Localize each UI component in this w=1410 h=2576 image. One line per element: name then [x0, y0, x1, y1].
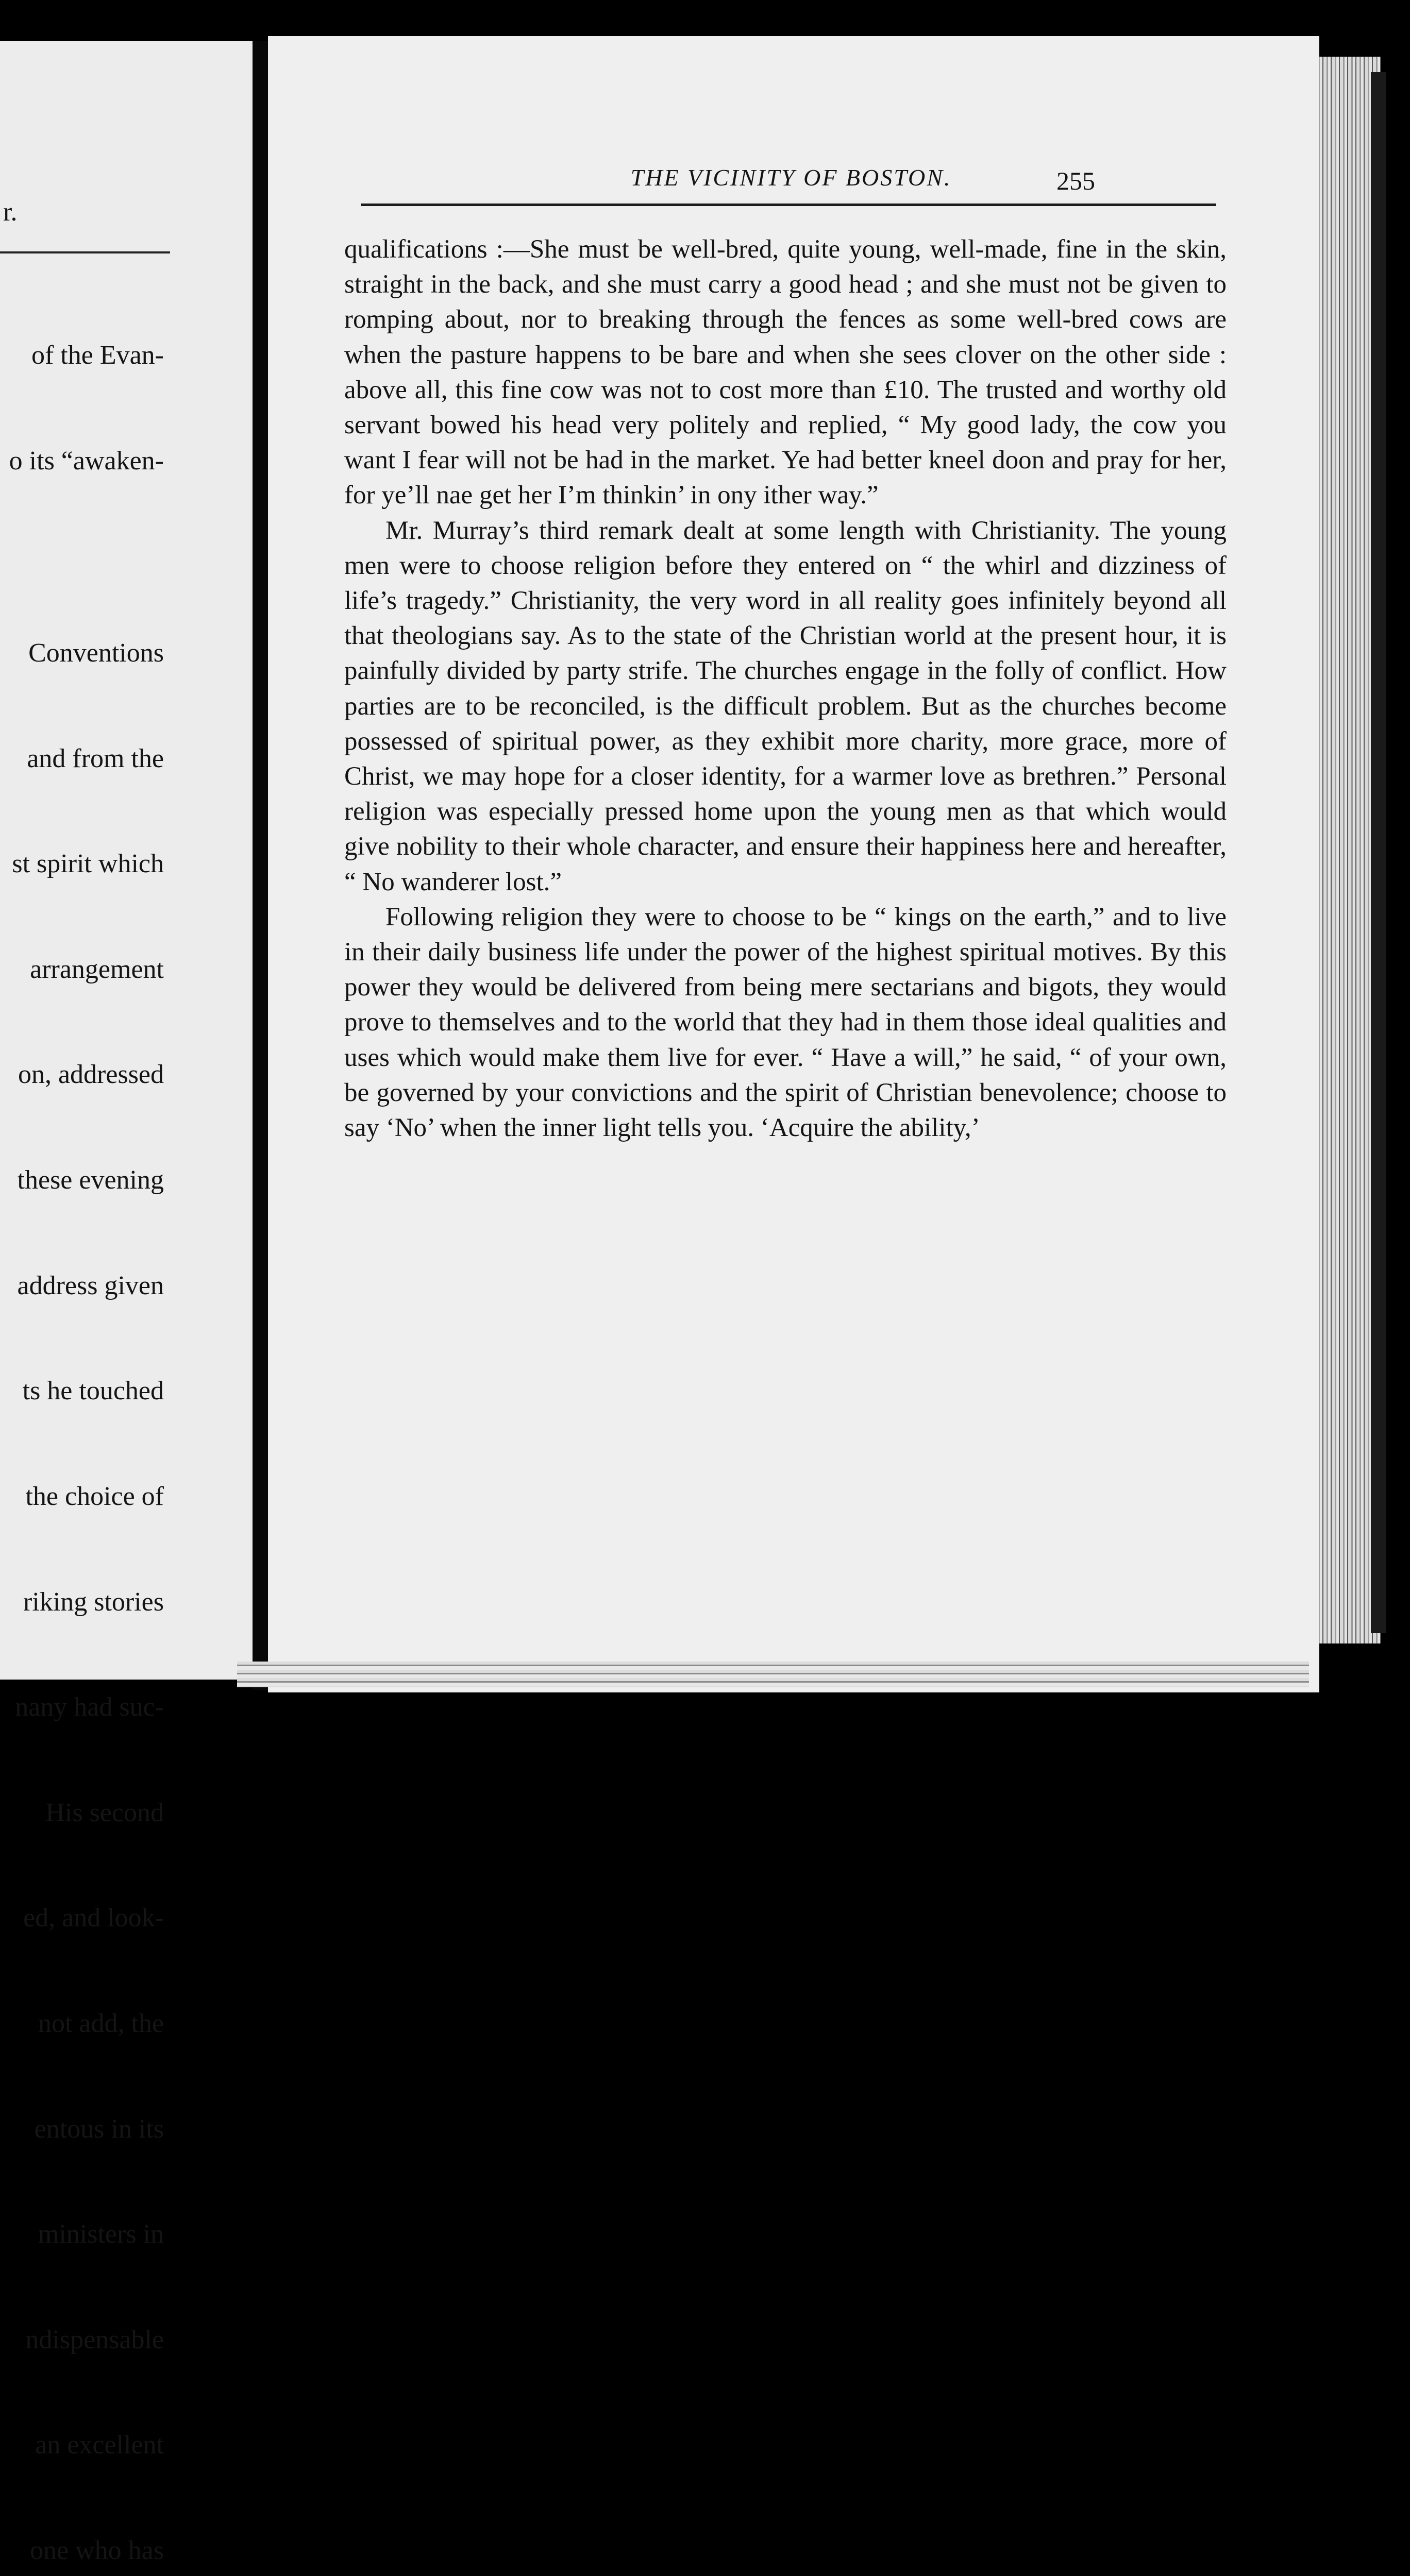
left-line: one who has	[30, 2536, 164, 2565]
paragraph: Mr. Murray’s third remark dealt at some length with Christianity. The young men were to choose religion before they entered on “ the whirl and dizziness of life’s tragedy.” Christianity, the very word in all reality goes infinitely beyond all that theologians say. As to the state of the Christian world at the present hour, it is painfully divided by party strife. The churches engage in the folly of conflict. How parties are to be reconciled, is the difficult problem. But as the churches become possessed of spiritual power, as they exhibit more charity, more grace, more of Christ, we may hope for a closer identity, for a warmer love as brethren.” Personal religion was especially pressed home upon the young men as that which would give nobility to their whole character, and ensure their happiness here and hereafter, “ No wanderer lost.”	[344, 516, 1227, 896]
left-line: the choice of	[25, 1481, 164, 1511]
left-line: ed, and look-	[23, 1903, 164, 1933]
left-line: an excellent	[35, 2430, 164, 2460]
paragraph: Following religion they were to choose to be “ kings on the earth,” and to live in their daily business life under the power of the highest spiritual motives. By this power they would be delivered from being mere sectarians and bigots, they would prove to themselves and to the world that they had in them those ideal qualities and uses which would make them live for ever. “ Have a will,” he said, “ of your own, be governed by your convictions and the spirit of Christian benevolence; choose to say ‘No’ when the inner light tells you. ‘Acquire the ability,’	[344, 902, 1227, 1143]
left-line: of the Evan-	[31, 341, 164, 370]
left-line: arrangement	[30, 954, 164, 984]
left-line: and from the	[27, 743, 164, 773]
header-rule	[361, 204, 1216, 206]
left-line: nany had suc-	[15, 1692, 164, 1722]
left-line: these evening	[17, 1165, 164, 1195]
left-line: on, addressed	[18, 1060, 164, 1090]
left-line: not add, the	[38, 2008, 164, 2038]
book-cover-edge	[1371, 72, 1386, 1633]
left-line: entous in its	[34, 2114, 164, 2144]
running-head: THE VICINITY OF BOSTON.	[630, 164, 952, 191]
page-body	[344, 232, 1227, 1145]
left-line: ts he touched	[22, 1376, 164, 1406]
right-page	[268, 36, 1319, 1692]
left-line: o its “awaken-	[9, 446, 164, 476]
left-line: st spirit which	[12, 849, 164, 879]
left-page-text	[0, 268, 164, 2576]
left-line: Conventions	[28, 638, 164, 668]
page-edges-bottom	[237, 1662, 1309, 1687]
left-header-rule	[0, 251, 170, 253]
left-line: address given	[17, 1270, 164, 1300]
left-line: ministers in	[38, 2219, 164, 2249]
left-line: His second	[45, 1798, 164, 1827]
book-spine	[253, 41, 268, 1690]
paragraph: qualifications :—She must be well-bred, quite young, well-made, fine in the skin, straight in the back, and she must carry a good head ; and she must not be given to romping about, nor to breaking through the fences as some well-bred cows are when the pasture happens to be bare and when she sees clover on the other side : above all, this fine cow was not to cost more than £10. The trusted and worthy old servant bowed his head very politely and replied, “ My good lady, the cow you want I fear will not be had in the market. Ye had better kneel doon and pray for her, for ye’ll nae get her I’m thinkin’ in ony ither way.”	[344, 235, 1227, 510]
left-page	[0, 41, 256, 2565]
left-header-mark: r.	[3, 197, 18, 227]
page-number: 255	[1056, 166, 1095, 195]
left-line: riking stories	[23, 1587, 164, 1617]
left-line: ndispensable	[25, 2325, 164, 2354]
